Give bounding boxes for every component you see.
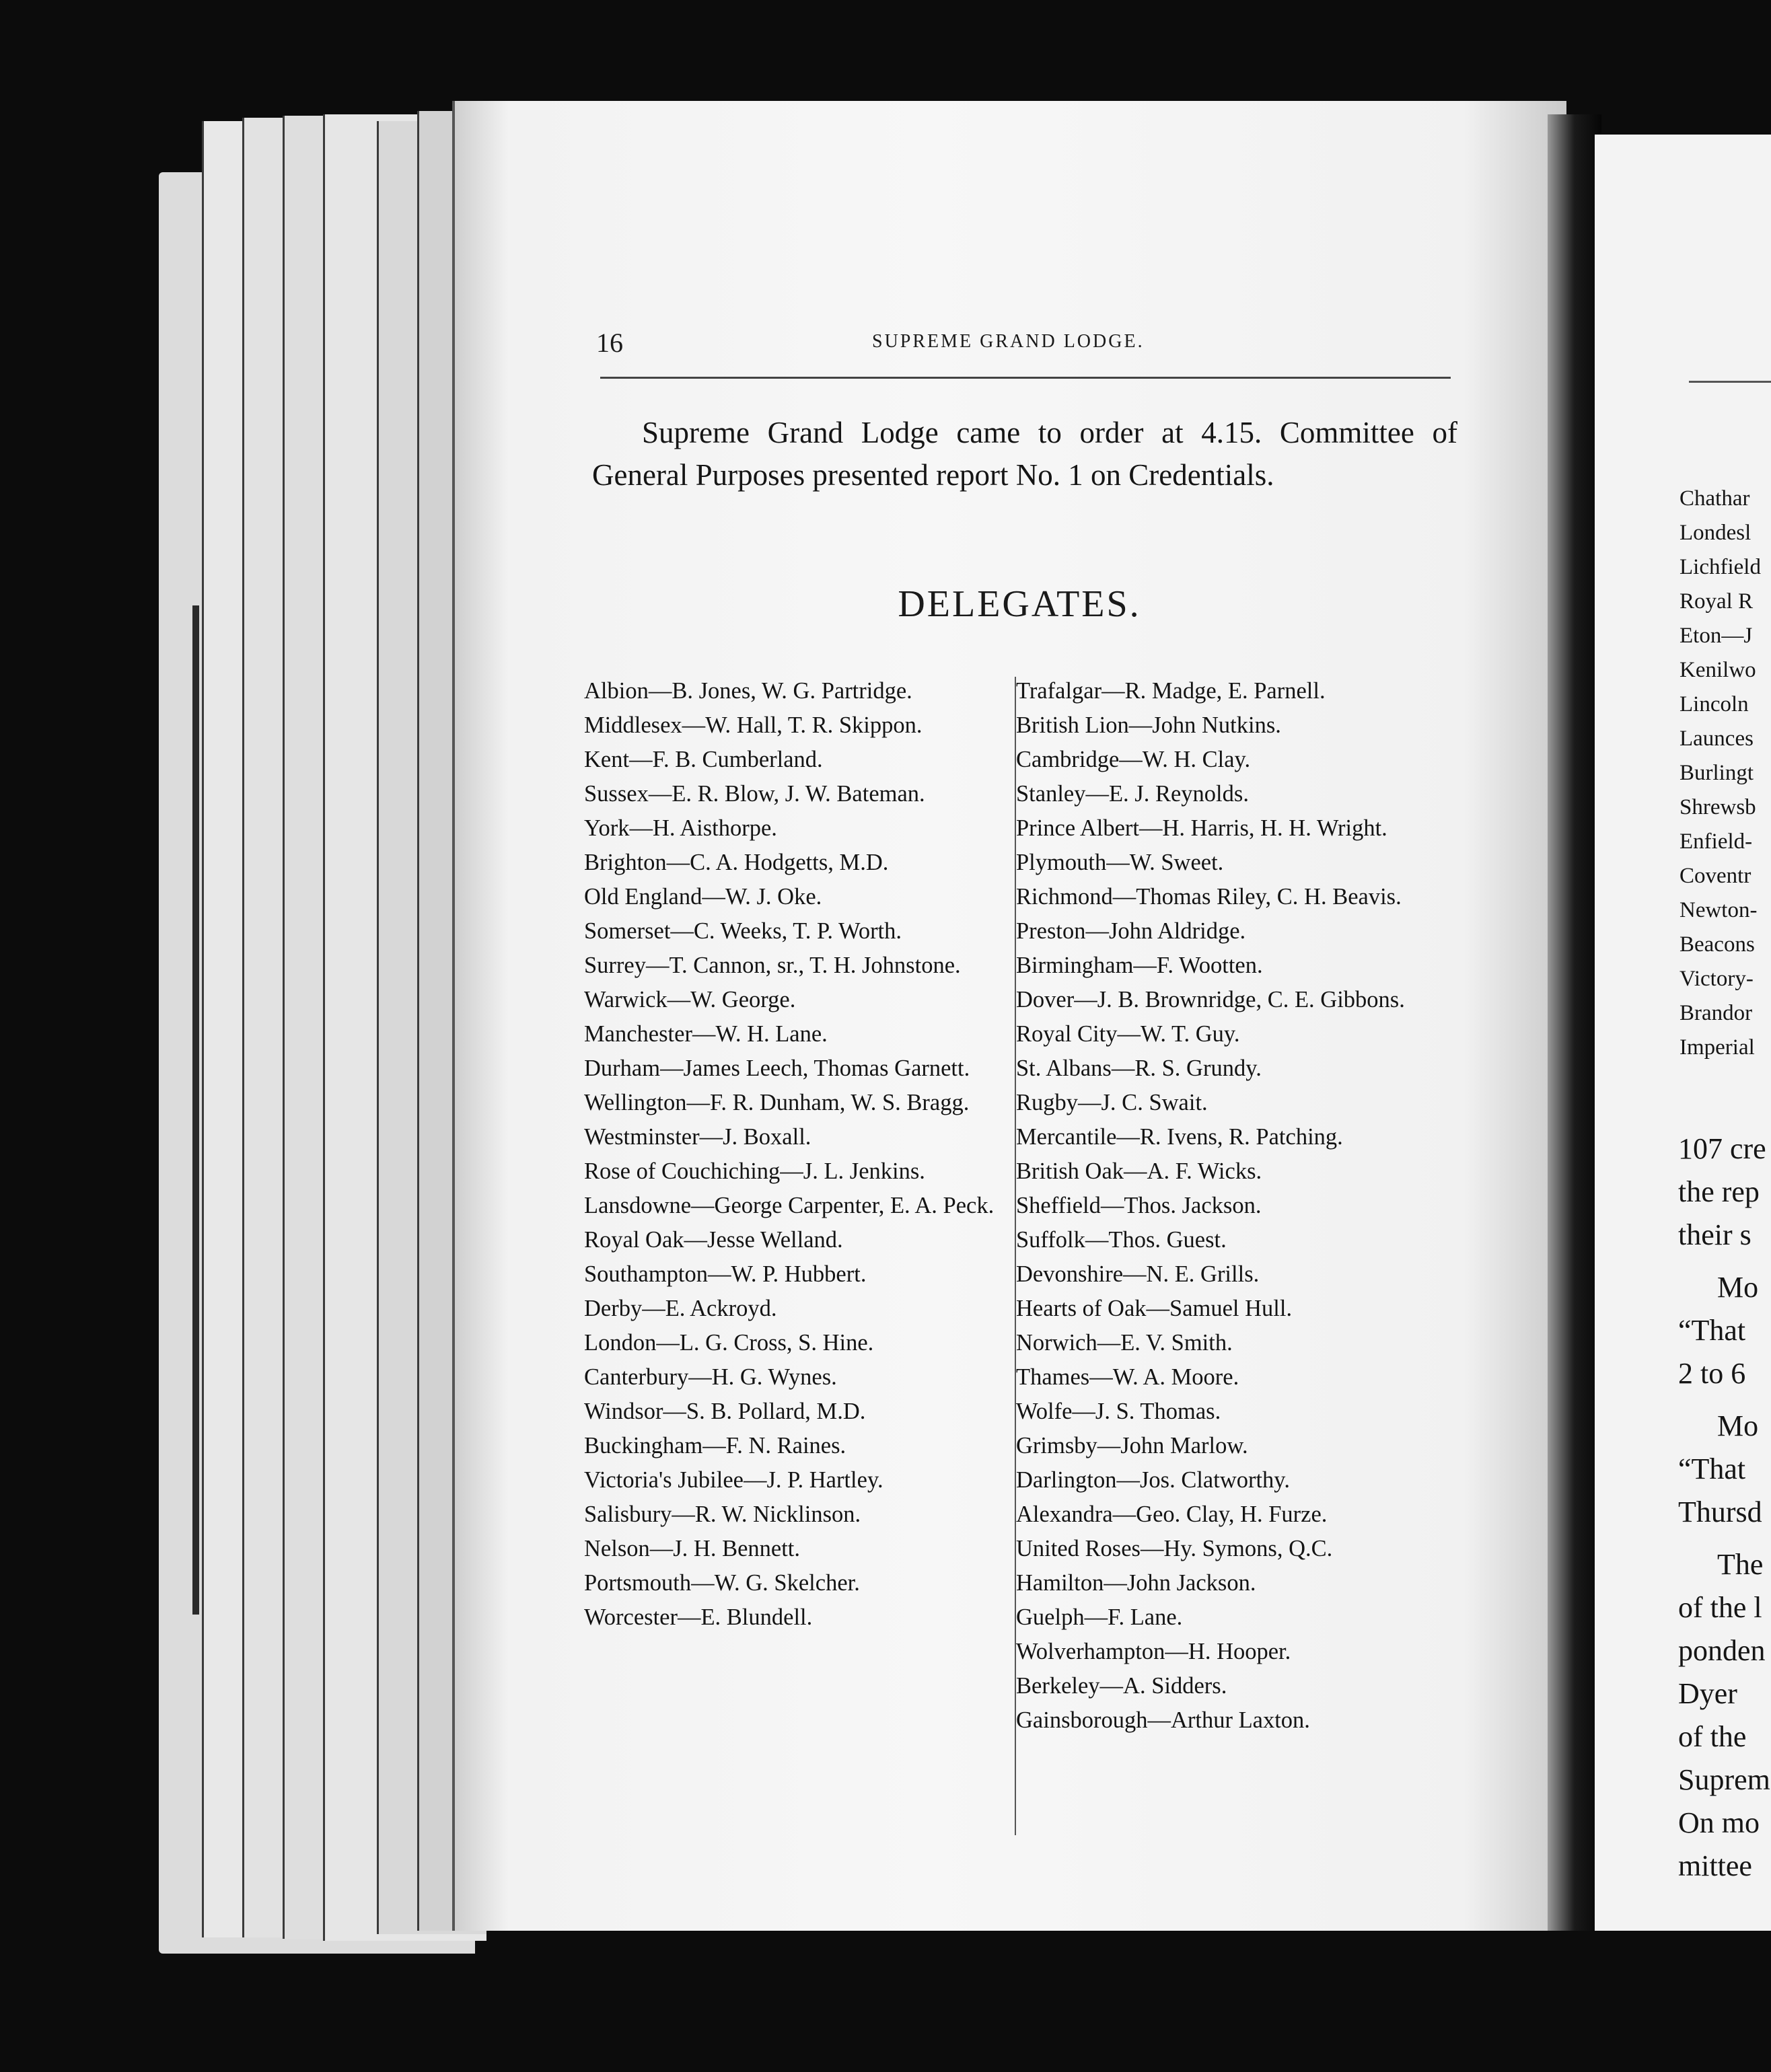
delegate-entry: Albion—B. Jones, W. G. Partridge. — [584, 678, 912, 704]
page-number: 16 — [596, 328, 623, 358]
right-page-header-rule — [1689, 381, 1771, 383]
delegate-entry: Victoria's Jubilee—J. P. Hartley. — [584, 1467, 883, 1493]
delegate-entry: Grimsby—John Marlow. — [1016, 1433, 1248, 1458]
delegate-entry: Wolfe—J. S. Thomas. — [1016, 1399, 1221, 1424]
delegate-entry: Warwick—W. George. — [584, 987, 796, 1012]
delegate-entry: Richmond—Thomas Riley, C. H. Beavis. — [1016, 884, 1402, 910]
delegate-entry: Middlesex—W. Hall, T. R. Skippon. — [584, 712, 923, 738]
delegate-entry: Rose of Couchiching—J. L. Jenkins. — [584, 1158, 925, 1184]
delegate-entry: Royal Oak—Jesse Welland. — [584, 1227, 843, 1253]
page-edge-shadow — [192, 605, 199, 1615]
delegate-entry: Royal City—W. T. Guy. — [1016, 1021, 1240, 1047]
running-title: SUPREME GRAND LODGE. — [872, 331, 1145, 352]
delegates-column-right — [1016, 674, 1460, 1738]
delegate-entry: Hamilton—John Jackson. — [1016, 1570, 1256, 1596]
delegate-entry: Nelson—J. H. Bennett. — [584, 1536, 801, 1561]
delegate-entry: Durham—James Leech, Thomas Garnett. — [584, 1056, 970, 1081]
right-page-text-line: 2 to 6 — [1678, 1357, 1746, 1390]
right-page-text-line: Suprem — [1678, 1763, 1770, 1796]
delegate-entry: Mercantile—R. Ivens, R. Patching. — [1016, 1124, 1343, 1150]
delegate-entry: Brighton—C. A. Hodgetts, M.D. — [584, 850, 889, 875]
right-page-text-line: their s — [1678, 1218, 1751, 1251]
right-page-text-line: mittee — [1678, 1849, 1752, 1882]
delegate-entry: York—H. Aisthorpe. — [584, 815, 777, 841]
delegate-entry: Worcester—E. Blundell. — [584, 1604, 813, 1630]
right-page-list-item: Londesl — [1679, 521, 1751, 545]
delegate-entry: Guelph—F. Lane. — [1016, 1604, 1183, 1630]
right-page-text-line: the rep — [1678, 1175, 1760, 1208]
delegate-entry: Southampton—W. P. Hubbert. — [584, 1261, 867, 1287]
right-page-list-item: Lichfield — [1679, 555, 1761, 579]
right-page-text-line: The — [1717, 1548, 1764, 1581]
header-rule — [600, 377, 1451, 379]
right-page-list-item: Launces — [1679, 727, 1754, 751]
right-page-list-item: Coventr — [1679, 864, 1751, 888]
right-page-text-line: “That — [1678, 1452, 1746, 1485]
delegate-entry: Prince Albert—H. Harris, H. H. Wright. — [1016, 815, 1387, 841]
delegate-entry: British Lion—John Nutkins. — [1016, 712, 1281, 738]
right-page-text-line: 107 cre — [1678, 1132, 1766, 1165]
delegate-entry: Windsor—S. B. Pollard, M.D. — [584, 1399, 866, 1424]
delegate-entry: Gainsborough—Arthur Laxton. — [1016, 1707, 1310, 1733]
delegate-entry: United Roses—Hy. Symons, Q.C. — [1016, 1536, 1333, 1561]
delegate-entry: Preston—John Aldridge. — [1016, 918, 1246, 944]
delegate-entry: Birmingham—F. Wootten. — [1016, 953, 1263, 978]
delegate-entry: Canterbury—H. G. Wynes. — [584, 1364, 837, 1390]
delegate-entry: Kent—F. B. Cumberland. — [584, 747, 823, 772]
delegate-entry: Portsmouth—W. G. Skelcher. — [584, 1570, 860, 1596]
right-page-list-item: Burlingt — [1679, 761, 1754, 785]
delegate-entry: Lansdowne—George Carpenter, E. A. Peck. — [584, 1193, 995, 1218]
right-page-list-item: Royal R — [1679, 589, 1754, 614]
delegate-entry: Old England—W. J. Oke. — [584, 884, 822, 910]
right-page-list-item: Imperial — [1679, 1035, 1755, 1060]
delegate-entry: Suffolk—Thos. Guest. — [1016, 1227, 1227, 1253]
delegate-entry: Thames—W. A. Moore. — [1016, 1364, 1239, 1390]
delegate-entry: Stanley—E. J. Reynolds. — [1016, 781, 1249, 807]
delegate-entry: Trafalgar—R. Madge, E. Parnell. — [1016, 678, 1326, 704]
delegate-entry: Surrey—T. Cannon, sr., T. H. Johnstone. — [584, 953, 961, 978]
section-heading: DELEGATES. — [898, 583, 1141, 625]
delegate-entry: Rugby—J. C. Swait. — [1016, 1090, 1208, 1115]
right-page-list-item: Eton—J — [1679, 624, 1753, 648]
delegate-entry: Darlington—Jos. Clatworthy. — [1016, 1467, 1290, 1493]
delegate-entry: Wolverhampton—H. Hooper. — [1016, 1639, 1291, 1664]
right-page-list-item: Newton- — [1679, 898, 1758, 922]
delegate-entry: London—L. G. Cross, S. Hine. — [584, 1330, 874, 1356]
right-page-list-item: Victory- — [1679, 967, 1754, 991]
delegate-entry: Somerset—C. Weeks, T. P. Worth. — [584, 918, 902, 944]
right-page-list-item: Shrewsb — [1679, 795, 1756, 819]
right-page-list-item: Chathar — [1679, 486, 1750, 511]
delegate-entry: Wellington—F. R. Dunham, W. S. Bragg. — [584, 1090, 970, 1115]
right-page-text-line: Dyer — [1678, 1677, 1737, 1710]
delegate-entry: St. Albans—R. S. Grundy. — [1016, 1056, 1262, 1081]
delegate-entry: Sussex—E. R. Blow, J. W. Bateman. — [584, 781, 925, 807]
right-page-text-line: Mo — [1717, 1409, 1759, 1442]
running-header — [596, 327, 1457, 358]
right-page-text — [1678, 1127, 1771, 1888]
delegate-entry: Plymouth—W. Sweet. — [1016, 850, 1224, 875]
right-page-text-line: Thursd — [1678, 1495, 1762, 1528]
right-page-list-item: Beacons — [1679, 932, 1755, 957]
delegate-entry: Dover—J. B. Brownridge, C. E. Gibbons. — [1016, 987, 1405, 1012]
right-page-list-item: Kenilwo — [1679, 658, 1756, 682]
delegate-entry: Norwich—E. V. Smith. — [1016, 1330, 1233, 1356]
intro-text: Supreme Grand Lodge came to order at 4.15. Committee of General Purposes presented report No. 1 on Credentials. — [592, 416, 1457, 492]
right-page-list-item: Enfield- — [1679, 829, 1753, 854]
delegates-column-left — [584, 674, 1015, 1635]
right-page-text-line: “That — [1678, 1314, 1746, 1347]
delegate-entry: Sheffield—Thos. Jackson. — [1016, 1193, 1262, 1218]
delegate-entry: Berkeley—A. Sidders. — [1016, 1673, 1227, 1699]
delegate-entry: Cambridge—W. H. Clay. — [1016, 747, 1251, 772]
delegate-entry: Hearts of Oak—Samuel Hull. — [1016, 1296, 1293, 1321]
right-page-text-line: of the l — [1678, 1591, 1762, 1624]
right-page-list-item: Lincoln — [1679, 692, 1749, 716]
delegate-entry: Westminster—J. Boxall. — [584, 1124, 811, 1150]
delegate-entry: Manchester—W. H. Lane. — [584, 1021, 828, 1047]
delegate-entry: Alexandra—Geo. Clay, H. Furze. — [1016, 1502, 1328, 1527]
delegate-entry: Derby—E. Ackroyd. — [584, 1296, 777, 1321]
right-page-list-item: Brandor — [1679, 1001, 1753, 1025]
right-page-text-line: of the — [1678, 1720, 1747, 1753]
right-page-list — [1679, 482, 1771, 1065]
right-page-text-line: On mo — [1678, 1806, 1760, 1839]
book-spine — [1548, 114, 1601, 1931]
delegate-entry: British Oak—A. F. Wicks. — [1016, 1158, 1262, 1184]
right-page-text-line: ponden — [1678, 1634, 1766, 1667]
right-page-text-line: Mo — [1717, 1271, 1759, 1304]
delegate-entry: Salisbury—R. W. Nicklinson. — [584, 1502, 861, 1527]
intro-paragraph — [592, 412, 1457, 496]
delegate-entry: Buckingham—F. N. Raines. — [584, 1433, 846, 1458]
delegate-entry: Devonshire—N. E. Grills. — [1016, 1261, 1260, 1287]
